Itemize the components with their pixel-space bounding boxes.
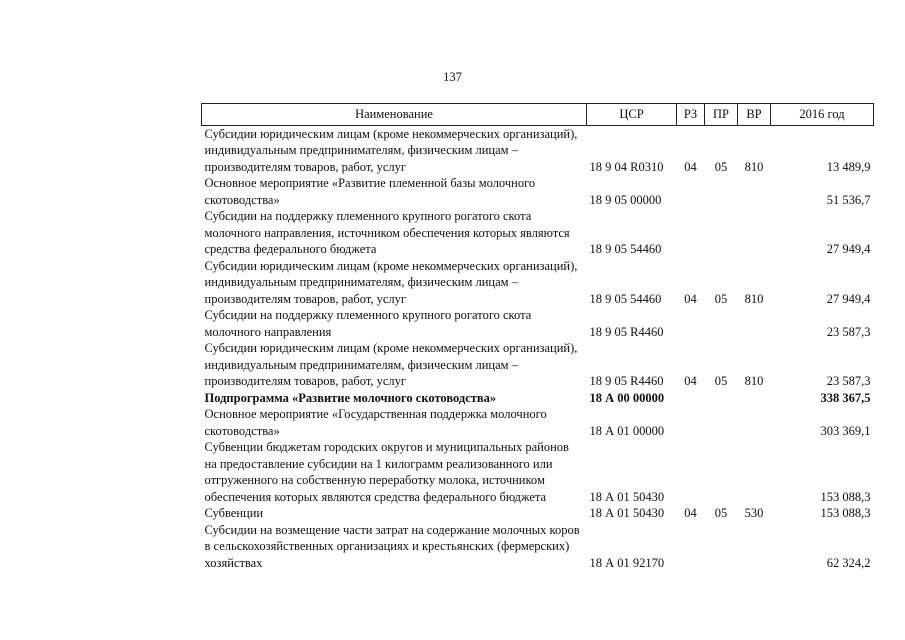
row-rz: 04 [684, 374, 697, 388]
table-row [202, 340, 874, 390]
row-csr: 18 А 01 50430 [589, 489, 665, 504]
row-vr [738, 307, 771, 340]
row-amount: 153 088,3 [820, 506, 871, 520]
row-amount: 23 587,3 [826, 374, 871, 388]
row-rz [677, 307, 705, 340]
row-pr [705, 439, 738, 505]
column-header-amount: 2016 год [771, 104, 874, 126]
page-number: 137 [443, 70, 462, 84]
row-name: Основное мероприятие «Государственная поддержка молочного скотоводства» [204, 407, 547, 438]
row-amount: 62 324,2 [826, 555, 871, 570]
table-row [202, 307, 874, 340]
row-vr [738, 390, 771, 407]
row-vr: 530 [744, 506, 764, 520]
row-name: Субсидии на возмещение части затрат на содержание молочных коров в сельскохозяйственных организациях и крестьянских (фермерских) хозяйствах [204, 522, 580, 570]
column-header-name: Наименование [202, 104, 587, 126]
row-pr [705, 522, 738, 572]
column-header-rz: РЗ [677, 104, 705, 126]
row-vr: 810 [744, 291, 764, 306]
row-csr: 18 А 00 00000 [589, 390, 665, 405]
row-csr: 18 9 05 00000 [589, 192, 662, 207]
row-csr: 18 А 01 50430 [589, 506, 665, 520]
row-rz [677, 406, 705, 439]
table-row [202, 406, 874, 439]
row-rz [677, 208, 705, 258]
column-header-pr: ПР [705, 104, 738, 126]
row-rz: 04 [684, 291, 697, 306]
table-row [202, 208, 874, 258]
row-vr: 810 [744, 374, 764, 388]
row-csr: 18 9 04 R0310 [589, 159, 664, 174]
row-vr [738, 439, 771, 505]
row-amount: 51 536,7 [826, 192, 871, 207]
row-amount: 13 489,9 [826, 159, 871, 174]
budget-table [201, 103, 874, 571]
column-header-csr: ЦСР [587, 104, 677, 126]
row-name: Субсидии юридическим лицам (кроме некоммерческих организаций), индивидуальным предпринимателям, физическим лицам – производителям товаров, работ, услуг [204, 126, 578, 174]
row-name: Субсидии юридическим лицам (кроме некоммерческих организаций), индивидуальным предпринимателям, физическим лицам – производителям товаров, работ, услуг [204, 258, 578, 306]
table-row [202, 505, 874, 522]
row-pr: 05 [714, 374, 728, 388]
row-pr [705, 175, 738, 208]
row-pr: 05 [714, 291, 728, 306]
row-name: Субвенции бюджетам городских округов и муниципальных районов на предоставление субсидии на 1 килограмм реализованного или отгруженного на собственную переработку молока, источником обеспечения которых являются средства федерального бюджета [204, 440, 569, 504]
row-name: Подпрограмма «Развитие молочного скотоводства» [204, 390, 497, 405]
row-name: Субвенции [204, 506, 264, 520]
table-body [202, 125, 874, 571]
row-csr: 18 А 01 00000 [589, 423, 665, 438]
table-row [202, 175, 874, 208]
table-header [202, 104, 874, 126]
row-rz: 04 [684, 159, 697, 174]
row-csr: 18 9 05 54460 [589, 291, 662, 306]
row-vr [738, 406, 771, 439]
row-rz [677, 439, 705, 505]
row-rz [677, 522, 705, 572]
row-rz: 04 [684, 506, 697, 520]
table-row [202, 125, 874, 175]
row-amount: 27 949,4 [826, 242, 871, 256]
row-pr [705, 390, 738, 407]
row-pr [705, 406, 738, 439]
row-csr: 18 9 05 54460 [589, 242, 662, 256]
row-pr: 05 [714, 159, 728, 174]
table-row [202, 258, 874, 308]
row-vr: 810 [744, 159, 764, 174]
row-rz [677, 390, 705, 407]
table-row-subprogram [202, 390, 874, 407]
row-vr [738, 522, 771, 572]
row-name: Субсидии на поддержку племенного крупного рогатого скота молочного направления [204, 308, 532, 339]
row-amount: 303 369,1 [820, 423, 871, 438]
row-csr: 18 9 05 R4460 [589, 374, 664, 388]
row-name: Субсидии юридическим лицам (кроме некоммерческих организаций), индивидуальным предпринимателям, физическим лицам – производителям товаров, работ, услуг [204, 341, 578, 388]
column-header-vr: ВР [738, 104, 771, 126]
row-amount: 27 949,4 [826, 291, 871, 306]
row-pr [705, 307, 738, 340]
row-amount: 338 367,5 [820, 390, 871, 405]
row-name: Субсидии на поддержку племенного крупного рогатого скота молочного направления, источником обеспечения которых являются средства федерального бюджета [204, 209, 570, 256]
row-vr [738, 175, 771, 208]
row-pr: 05 [714, 506, 728, 520]
row-amount: 23 587,3 [826, 324, 871, 339]
row-pr [705, 208, 738, 258]
table-row [202, 522, 874, 572]
row-csr: 18 А 01 92170 [589, 555, 665, 570]
row-vr [738, 208, 771, 258]
row-csr: 18 9 05 R4460 [589, 324, 664, 339]
row-rz [677, 175, 705, 208]
table-row [202, 439, 874, 505]
row-amount: 153 088,3 [820, 489, 871, 504]
row-name: Основное мероприятие «Развитие племенной базы молочного скотоводства» [204, 176, 536, 207]
